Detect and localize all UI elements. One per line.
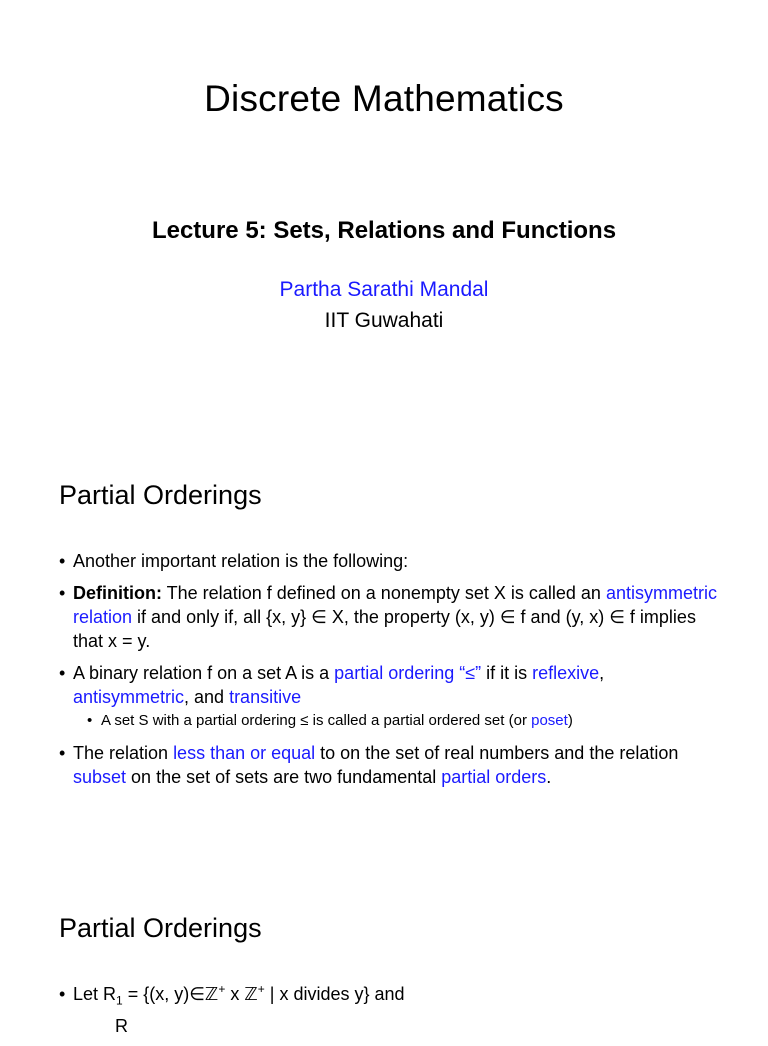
term-reflexive: reflexive (532, 663, 600, 683)
course-title: Discrete Mathematics (204, 78, 564, 119)
term-antisymmetric-relation: antisymmetric relation (73, 583, 717, 627)
bullet-icon: • (59, 984, 66, 1004)
term-subset: subset (73, 767, 127, 787)
list-item: • Definition: The relation f defined on a nonempty set X is called an antisymmetric relation if and only if, all {x, y} ∈ X, the property (x, y) ∈ f and (y, x) ∈ f implies that x = y. (59, 583, 717, 651)
list-item: R (115, 1016, 128, 1036)
partial-orderings-slide (0, 434, 768, 868)
list-item: • A set S with a partial ordering ≤ is called a partial ordered set (or poset) (87, 712, 573, 729)
partial-orderings-slide-2 (0, 868, 768, 1036)
term-antisymmetric: antisymmetric (73, 687, 185, 707)
bullet-icon: • (59, 583, 66, 603)
term-partial-orders: partial orders (441, 767, 547, 787)
author-name: Partha Sarathi Mandal (279, 278, 489, 301)
list-item: • The relation less than or equal to on the set of real numbers and the relation subset on the set of sets are two fundamental partial orders. (59, 743, 679, 787)
list-item: • A binary relation f on a set A is a partial ordering “≤” if it is reflexive, antisymmetric, and transitive (59, 663, 605, 707)
bullet-icon: • (87, 712, 93, 729)
term-less-than-or-equal: less than or equal (173, 743, 316, 763)
lecture-title: Lecture 5: Sets, Relations and Functions (151, 217, 617, 244)
bullet-icon: • (59, 551, 66, 571)
bullet-list (59, 982, 719, 1046)
term-partial-ordering: partial ordering “≤” (334, 663, 482, 683)
definition-label: Definition: (73, 583, 162, 603)
bullet-icon: • (59, 743, 66, 763)
bullet-icon: • (59, 663, 66, 683)
affiliation: IIT Guwahati (324, 309, 444, 332)
term-transitive: transitive (229, 687, 302, 707)
list-item: • Let $R_1 = \{(x$, y)∈ℤ+ x ℤ+ | x divides y} and (59, 982, 405, 1008)
list-item: • Another important relation is the following: (59, 551, 409, 571)
term-poset: poset (531, 712, 568, 729)
title-slide (0, 0, 768, 434)
slide-heading: Partial Orderings (59, 913, 262, 943)
bullet-list (59, 549, 719, 797)
slide-heading: Partial Orderings (59, 480, 262, 510)
